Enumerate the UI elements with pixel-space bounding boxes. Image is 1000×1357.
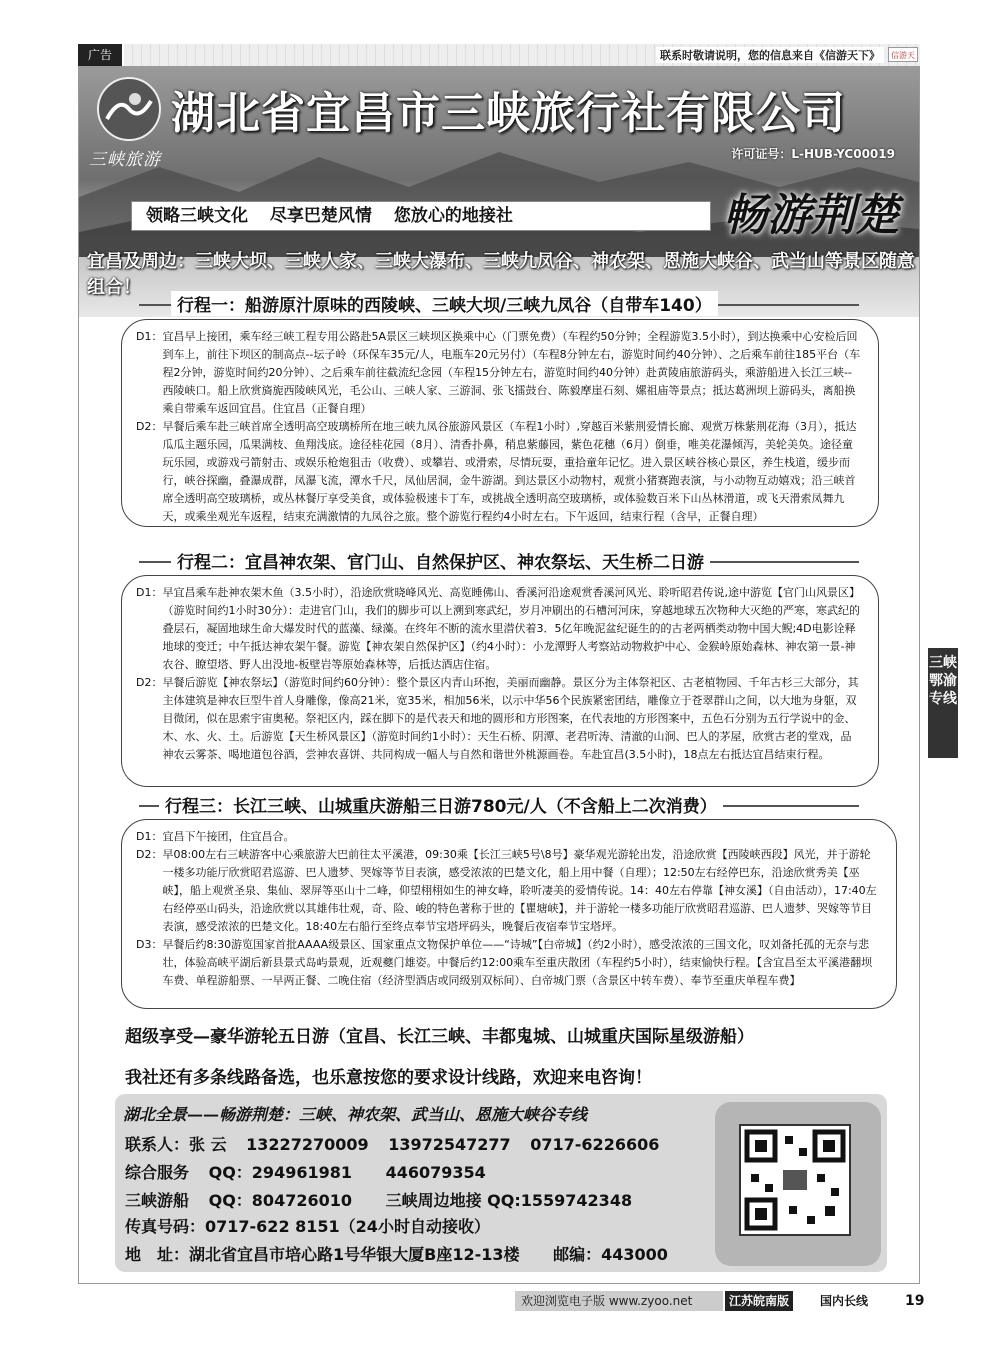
day-text: 早餐后约8:30游览国家首批AAAA级景区、国家重点文物保护单位——“诗城”【白帝城】（约2小时），感受浓浓的三国文化，叹刘备托孤的无奈与悲壮，体验高峡平湖后新县景式岛屿景观，近观夔门雄姿。中餐后约12:00乘车至重庆散团（车程约5小时），结束愉快行程。【含宜昌至太平溪港翻坝车费、单程游船票、一早两正餐、二晚住宿（经济型酒店或同级别双标间）、白帝城门票（含景区中转车费）、奉节至重庆单程车费】 (162, 938, 873, 987)
qq-number[interactable]: QQ：294961981 (208, 1163, 352, 1182)
qq-number[interactable]: 446079354 (385, 1163, 486, 1182)
contact-person: 联系人：张 云 (125, 1135, 227, 1154)
day-text: 早餐后游览【神农祭坛】（游览时间约60分钟）：整个景区内青山环抱，美丽而幽静。景区分为主体祭祀区、古老植物园、千年古杉三大部分，其主体建筑是神农巨型牛首人身雕像，像高21米，宽35米，相加56米，以示中华56个民族紧密团结，雕像立于苍翠群山之间，以大地为身躯，双目微闭，似在思索宇宙奥秘。祭祀区内，踩在脚下的是代表天和地的圆形和方形图案，在代表地的方形图案中，五色石分别为五行学说中的金、木、水、火、土。后游览【天生桥风景区】（游览时间约1小时）：天生石桥、阴潭、老君听涛、清澈的山涧、巴人的茅屋，欣赏古老的堂戏，品神农云雾茶、喝地道包谷酒，尝神农喜饼、共同构成一幅人与自然和谐世外桃源画卷。车赴宜昌(3.5小时)，18点左右抵达宜昌结束行程。 (162, 676, 859, 761)
fax-row: 传真号码：0717-622 8151（24小时自动接收） (125, 1217, 490, 1236)
qq-number[interactable]: QQ：804726010 (208, 1191, 352, 1210)
brand-slogan: 畅游荆楚 (723, 190, 899, 241)
service-qq-row (125, 1160, 486, 1183)
footer-browse: 欢迎浏览电子版 www.zyoo.net (515, 1291, 723, 1311)
contact-heading: 湖北全景——畅游荆楚：三峡、神农架、武当山、恩施大峡谷专线 (123, 1105, 588, 1124)
route-day (136, 674, 862, 764)
contact-panel (115, 1094, 887, 1272)
license-number: 许可证号：L-HUB-YC00019 (731, 147, 895, 161)
address: 地 址：湖北省宜昌市培心路1号华银大厦B座12-13楼 (125, 1245, 520, 1264)
emblem-caption: 三峡旅游 (89, 150, 161, 170)
postcode: 邮编：443000 (553, 1245, 668, 1264)
route-3-title: 行程三：长江三峡、山城重庆游船三日游780元/人（不含船上二次消费） (159, 792, 723, 817)
footer-section: 国内长线 (820, 1294, 869, 1308)
ad-frame (78, 66, 920, 1284)
route-1-title: 行程一：船游原汁原味的西陵峡、三峡大坝/三峡九凤谷（自带车140） (171, 291, 718, 316)
route-day (136, 846, 880, 936)
day-text: 宜昌下午接团，住宜昌合。 (162, 830, 295, 843)
route-1-box (121, 319, 879, 527)
route-day (136, 418, 862, 526)
day-label: D3： (136, 938, 163, 951)
ad-label: 广告 (78, 44, 122, 66)
day-label: D1： (136, 330, 163, 343)
side-tab-line: 鄂渝 (929, 673, 957, 689)
page-number: 19 (905, 1293, 925, 1309)
publisher-logo: 信游天 (888, 47, 918, 62)
day-text: 早宜昌乘车赴神农架木鱼（3.5小时），沿途欣赏晓峰风光、高览睡佛山、香溪河沿途观赏香溪河风光、聆听昭君传说,途中游览【官门山风景区】（游览时间约1小时30分）：走进官门山，我们的脚步可以上溯到寒武纪，岁月冲刷出的石槽河河床，穿越地球五次物种大灭绝的严寒，寒武纪的叠层石，凝固地球生命大爆发时代的蓝藻、绿藻。在终年不断的流水里潜伏着3．5亿年晚泥盆纪诞生的的古老两栖类动物中国大鲵;4D电影诠释地球的变迁；中午抵达神农架午餐。游览【神农架自然保护区】（约4小时）：小龙潭野人考察站动物救护中心、金猴岭原始森林、神农第一景-神农谷、瞭望塔、野人出没地-板壁岩等原始森林等，后抵达酒店住宿。 (162, 586, 860, 671)
side-tab-line: 三峡 (929, 655, 957, 671)
day-label: D2： (136, 848, 163, 861)
slogan-part: 领略三峡文化 (146, 206, 248, 226)
phone-number[interactable]: 13972547277 (388, 1135, 511, 1154)
more-routes-promo: 我社还有多条线路备选，也乐意按您的要求设计线路，欢迎来电咨询！ (125, 1068, 652, 1088)
day-text: 早餐后乘车赴三峡首席全透明高空玻璃桥所在地三峡九凤谷旅游风景区（车程1小时）,穿越百米紫荆爱情长廊、观赏万株紫荆花海（3月），抵达瓜瓜主题乐园，瓜果满枝、鱼翔浅底。途径桂花园（8月）、清香扑鼻，稍息紫藤园，紫色花穗（6月）倒垂，唯美花瀑倾泻，美轮美奂。途径童玩乐园，或游戏弓箭射击、或娱乐枪炮狙击（收费）、或攀岩、或滑索，尽情玩耍，重拾童年记忆。进入景区峡谷核心景区，养生栈道，缓步而行，峡谷探幽，叠瀑成群，凤瀑飞流，潭水千尺，凤仙居洞，金牛游湖。到达景区小动物村，观赏小猪赛跑表演，与小动物互动嬉戏；沿三峡首席全透明高空玻璃桥，或丛林餐厅享受美食，或体验极速卡丁车，或挑战全透明高空玻璃桥，或体验数百米下山丛林滑道，或飞天滑索凤舞九天，或乘坐观光车返程，结束充满激情的九凤谷之旅。整个游览行程约4小时左右。下午返回，结束行程（含早，正餐自理） (162, 420, 857, 523)
service-label: 综合服务 (125, 1163, 190, 1182)
footer-edition: 江苏皖南版 (725, 1291, 793, 1311)
qr-code-icon[interactable] (739, 1124, 851, 1236)
cruise-promo: 超级享受—豪华游轮五日游（宜昌、长江三峡、丰都鬼城、山城重庆国际星级游船） (125, 1027, 754, 1047)
side-category-tab (928, 648, 958, 758)
banner (79, 67, 919, 317)
contact-phones-row (125, 1132, 659, 1155)
day-label: D1： (136, 830, 163, 843)
slogan-part: 尽享巴楚风情 (269, 206, 372, 226)
route-day (136, 936, 880, 990)
slogan-box (131, 201, 711, 231)
cruise-label: 三峡游船 (125, 1191, 190, 1210)
gorge-emblem-icon (97, 77, 161, 141)
route-day (136, 828, 880, 846)
slogan-part: 您放心的地接社 (393, 206, 513, 226)
qr-flower-frame (715, 1102, 881, 1266)
route-2-title: 行程二：宜昌神农架、官门山、自然保护区、神农祭坛、天生桥二日游 (171, 548, 710, 573)
route-day (136, 584, 862, 674)
local-qq[interactable]: 三峡周边地接 QQ:1559742348 (385, 1191, 633, 1210)
route-3-box (121, 819, 897, 1009)
day-label: D1： (136, 586, 163, 599)
cruise-qq-row (125, 1188, 632, 1211)
route-2-box (121, 575, 879, 787)
side-tab-line: 专线 (929, 691, 957, 707)
company-name: 湖北省宜昌市三峡旅行社有限公司 (171, 88, 846, 139)
day-text: 宜昌早上接团，乘车经三峡工程专用公路赴5A景区三峡坝区换乘中心（门票免费）（车程约50分钟；全程游览3.5小时），到达换乘中心安检后回到车上，前往下坝区的制高点--坛子岭（环保车35元/人，电瓶车20元另付）（车程8分钟左右，游览时间约40分钟）、之后乘车前往185平台（车程2分钟，游览时间约20分钟）、之后乘车前往截流纪念园（车程15分钟左右，游览时间约40分钟）赴黄陵庙旅游码头，乘游船进入长江三峡--西陵峡口。船上欣赏旖旎西陵峡风光，毛公山、三峡人家、三游洞、张飞擂鼓台、陈毅摩崖石刻、嫘祖庙等景点；抵达葛洲坝上游码头，离船换乘自带乘车返回宜昌。住宜昌（正餐自理） (162, 330, 861, 415)
day-label: D2： (136, 676, 163, 689)
day-label: D2： (136, 420, 163, 433)
route-day (136, 328, 862, 418)
top-strip (78, 44, 920, 66)
destinations-line: 宜昌及周边：三峡大坝、三峡人家、三峡大瀑布、三峡九凤谷、神农架、恩施大峡谷、武当山等景区随意组合！ (87, 251, 915, 298)
address-row (125, 1242, 668, 1265)
phone-number[interactable]: 0717-6226606 (530, 1135, 660, 1154)
phone-number[interactable]: 13227270009 (246, 1135, 369, 1154)
source-notice: 联系时敬请说明，您的信息来自《信游天下》 (656, 47, 884, 63)
day-text: 早08:00左右三峡游客中心乘旅游大巴前往太平溪港，09:30乘【长江三峡5号\8号】豪华观光游轮出发，沿途欣赏【西陵峡西段】风光，并于游轮一楼多功能厅欣赏昭君巡游、巴人遗梦、哭嫁等节目表演，感受浓浓的巴楚文化，船上用中餐（自理）；12:50左右经停巴东，沿途欣赏秀美【巫峡】，船上观赏圣泉、集仙、翠屏等巫山十二峰，仰望栩栩如生的神女峰，聆听凄美的爱情传说。14：40左右停靠【神女溪】（自由活动），17:40左右经停巫山码头，沿途欣赏以其雄伟壮观，奇、险、峻的特色著称于世的【瞿塘峡】，并于游轮一楼多功能厅欣赏昭君巡游、巴人遗梦、哭嫁等节目表演，感受浓浓的巴楚文化。18:40左右船行至终点奉节宝塔坪码头，晚餐后夜宿奉节宝塔坪。 (162, 848, 877, 933)
